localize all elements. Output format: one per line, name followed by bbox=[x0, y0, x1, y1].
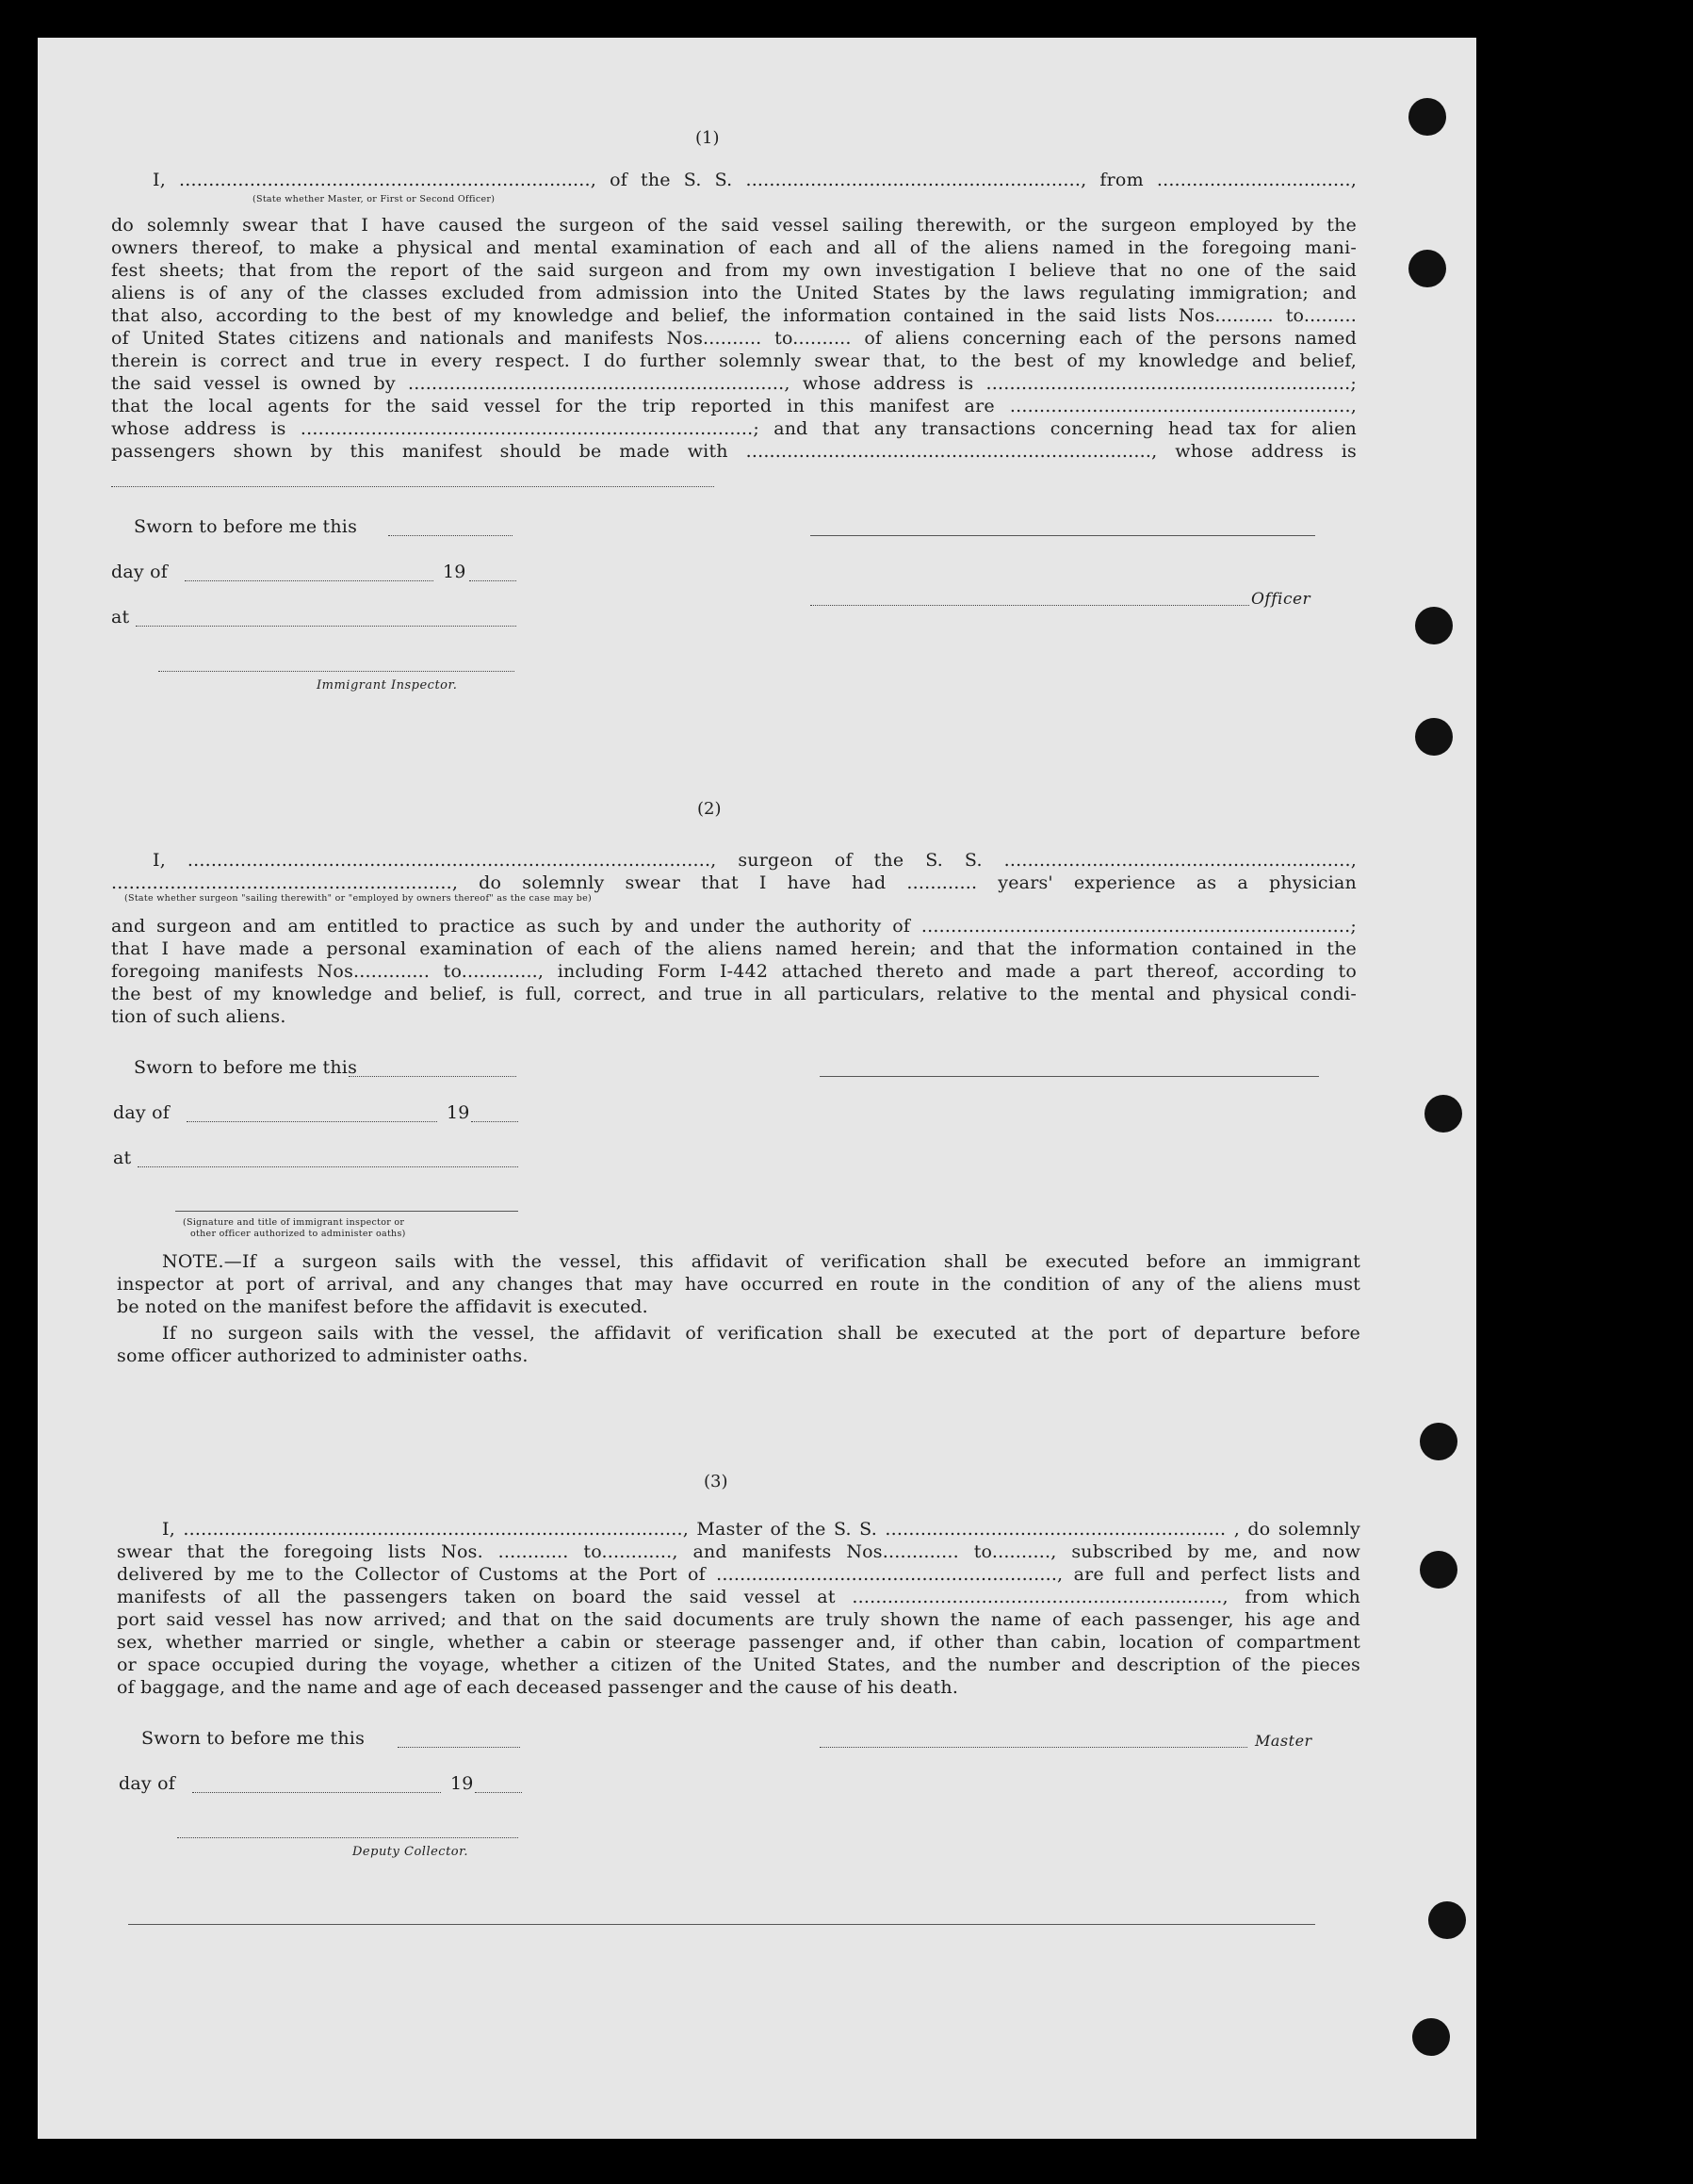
day-of-label: day of bbox=[113, 1102, 170, 1123]
section-1-line: therein is correct and true in every respect. I do further solemnly swear that, to the best of my knowledge and belief, bbox=[111, 350, 1357, 371]
inspector-signature-line bbox=[158, 671, 514, 672]
section-2-line: and surgeon and am entitled to practice as such by and under the authority of .........................................................................; bbox=[111, 916, 1357, 937]
sworn-label: Sworn to before me this bbox=[141, 1728, 366, 1749]
year-blank bbox=[471, 1121, 518, 1122]
punch-hole-9 bbox=[1412, 2018, 1450, 2056]
year-label: 19 bbox=[443, 562, 466, 582]
signature-caption-1: (Signature and title of immigrant inspector or bbox=[183, 1217, 405, 1228]
punch-hole-1 bbox=[1408, 98, 1446, 136]
year-blank bbox=[475, 1792, 522, 1793]
signature-caption-2: other officer authorized to administer oaths) bbox=[190, 1229, 406, 1239]
punch-hole-4 bbox=[1415, 718, 1453, 756]
bottom-rule bbox=[128, 1924, 1315, 1925]
section-2-line: tion of such aliens. bbox=[111, 1006, 286, 1027]
sworn-label: Sworn to before me this bbox=[134, 1057, 358, 1078]
section-1-line: that also, according to the best of my knowledge and belief, the information contained in the said lists Nos.......... to......... bbox=[111, 305, 1357, 326]
punch-hole-3 bbox=[1415, 607, 1453, 644]
section-2-line: foregoing manifests Nos............. to............., including Form I-442 attached thereto and made a part thereof, according to bbox=[111, 961, 1357, 982]
year-label: 19 bbox=[450, 1773, 474, 1794]
note-text: —If a surgeon sails with the vessel, this affidavit of verification shall be executed before an immigrant bbox=[223, 1251, 1360, 1272]
sworn-date-blank bbox=[349, 1076, 516, 1077]
master-signature-line bbox=[820, 1747, 1247, 1748]
section-3-line: sex, whether married or single, whether a cabin or steerage passenger and, if other than cabin, location of compartment bbox=[117, 1632, 1360, 1653]
year-blank bbox=[469, 580, 516, 581]
section-2-line: that I have made a personal examination of each of the aliens named herein; and that the information contained in the bbox=[111, 938, 1357, 959]
section-1-line: whose address is .............................................................................; and that any transactions concerning head tax for alien bbox=[111, 418, 1357, 439]
note-line-1 bbox=[162, 1251, 1360, 1272]
sworn-label: Sworn to before me this bbox=[134, 516, 358, 537]
punch-hole-2 bbox=[1408, 250, 1446, 287]
officer-signature-line bbox=[810, 535, 1315, 536]
section-3-number: (3) bbox=[704, 1472, 728, 1491]
collector-signature-line bbox=[177, 1837, 518, 1838]
section-1-line: the said vessel is owned by ................................................................, whose address is ..............................................................; bbox=[111, 373, 1357, 394]
year-label: 19 bbox=[447, 1102, 470, 1123]
section-2-second-line: .........................................................., do solemnly swear that I have had ............ years' experience as a physician bbox=[111, 872, 1357, 893]
section-1-line: aliens is of any of the classes excluded from admission into the United States by the laws regulating immigration; and bbox=[111, 283, 1357, 303]
section-2-subcaption: (State whether surgeon "sailing therewith" or "employed by owners thereof" as the case may be) bbox=[124, 893, 593, 904]
officer-label: Officer bbox=[1251, 590, 1311, 609]
day-blank bbox=[192, 1792, 441, 1793]
section-1-intro-line: I, ......................................................................, of the S. S. ........................................................., from ................................., bbox=[153, 170, 1357, 190]
section-3-line: delivered by me to the Collector of Customs at the Port of .........................................................., are full and perfect lists and bbox=[117, 1564, 1360, 1585]
section-1-line: that the local agents for the said vessel for the trip reported in this manifest are .........................................................., bbox=[111, 396, 1357, 416]
punch-hole-5 bbox=[1424, 1095, 1462, 1133]
officer-title-blank bbox=[810, 605, 1249, 606]
at-label: at bbox=[111, 607, 130, 627]
address-blank-line bbox=[111, 486, 714, 487]
surgeon-signature-line bbox=[820, 1076, 1319, 1077]
section-1-number: (1) bbox=[695, 128, 720, 148]
day-of-label: day of bbox=[119, 1773, 175, 1794]
section-3-line: I, ....................................................................................., Master of the S. S. .......................................................... , do solemnly bbox=[162, 1519, 1360, 1540]
section-1-line: passengers shown by this manifest should be made with ....................................................................., whose address is bbox=[111, 441, 1357, 462]
punch-hole-6 bbox=[1420, 1423, 1457, 1460]
punch-hole-7 bbox=[1420, 1551, 1457, 1589]
note-line: If no surgeon sails with the vessel, the affidavit of verification shall be executed at the port of departure before bbox=[162, 1323, 1360, 1344]
section-2-line: the best of my knowledge and belief, is full, correct, and true in all particulars, relative to the mental and physical condi- bbox=[111, 984, 1357, 1004]
day-blank bbox=[187, 1121, 437, 1122]
section-3-line: or space occupied during the voyage, whether a citizen of the United States, and the number and description of the pieces bbox=[117, 1654, 1360, 1675]
section-3-line: swear that the foregoing lists Nos. ............ to............, and manifests Nos............. to.........., subscribed by me, and now bbox=[117, 1541, 1360, 1562]
day-of-label: day of bbox=[111, 562, 168, 582]
note-line: some officer authorized to administer oaths. bbox=[117, 1345, 529, 1366]
collector-caption: Deputy Collector. bbox=[352, 1845, 469, 1859]
sworn-date-blank bbox=[388, 535, 513, 536]
section-1-line: fest sheets; that from the report of the said surgeon and from my own investigation I believe that no one of the said bbox=[111, 260, 1357, 281]
section-2-intro-line: I, ........................................................................................., surgeon of the S. S. ..........................................................., bbox=[153, 850, 1357, 871]
section-1-line: of United States citizens and nationals and manifests Nos.......... to.......... of aliens concerning each of the persons named bbox=[111, 328, 1357, 349]
section-1-subcaption: (State whether Master, or First or Second Officer) bbox=[252, 194, 496, 204]
sworn-date-blank bbox=[398, 1747, 520, 1748]
section-1-line: do solemnly swear that I have caused the surgeon of the said vessel sailing therewith, or the surgeon employed by the bbox=[111, 215, 1357, 236]
section-2-number: (2) bbox=[697, 799, 722, 819]
punch-hole-8 bbox=[1428, 1901, 1466, 1939]
master-label: Master bbox=[1255, 1732, 1312, 1750]
note-label: NOTE. bbox=[162, 1251, 224, 1272]
inspector-caption: Immigrant Inspector. bbox=[317, 678, 458, 693]
manifest-page bbox=[38, 38, 1476, 2139]
at-label: at bbox=[113, 1148, 132, 1168]
section-3-line: port said vessel has now arrived; and that on the said documents are truly shown the name of each passenger, his age and bbox=[117, 1609, 1360, 1630]
inspector-signature-line bbox=[175, 1211, 518, 1212]
day-blank bbox=[185, 580, 433, 581]
note-line: inspector at port of arrival, and any changes that may have occurred en route in the condition of any of the aliens must bbox=[117, 1274, 1360, 1295]
section-3-line: manifests of all the passengers taken on board the said vessel at ..............................................................., from which bbox=[117, 1587, 1360, 1607]
section-3-line: of baggage, and the name and age of each deceased passenger and the cause of his death. bbox=[117, 1677, 959, 1698]
at-blank bbox=[136, 626, 516, 627]
note-line: be noted on the manifest before the affidavit is executed. bbox=[117, 1296, 648, 1317]
at-blank bbox=[138, 1166, 518, 1167]
section-1-line: owners thereof, to make a physical and mental examination of each and all of the aliens named in the foregoing mani- bbox=[111, 237, 1357, 258]
